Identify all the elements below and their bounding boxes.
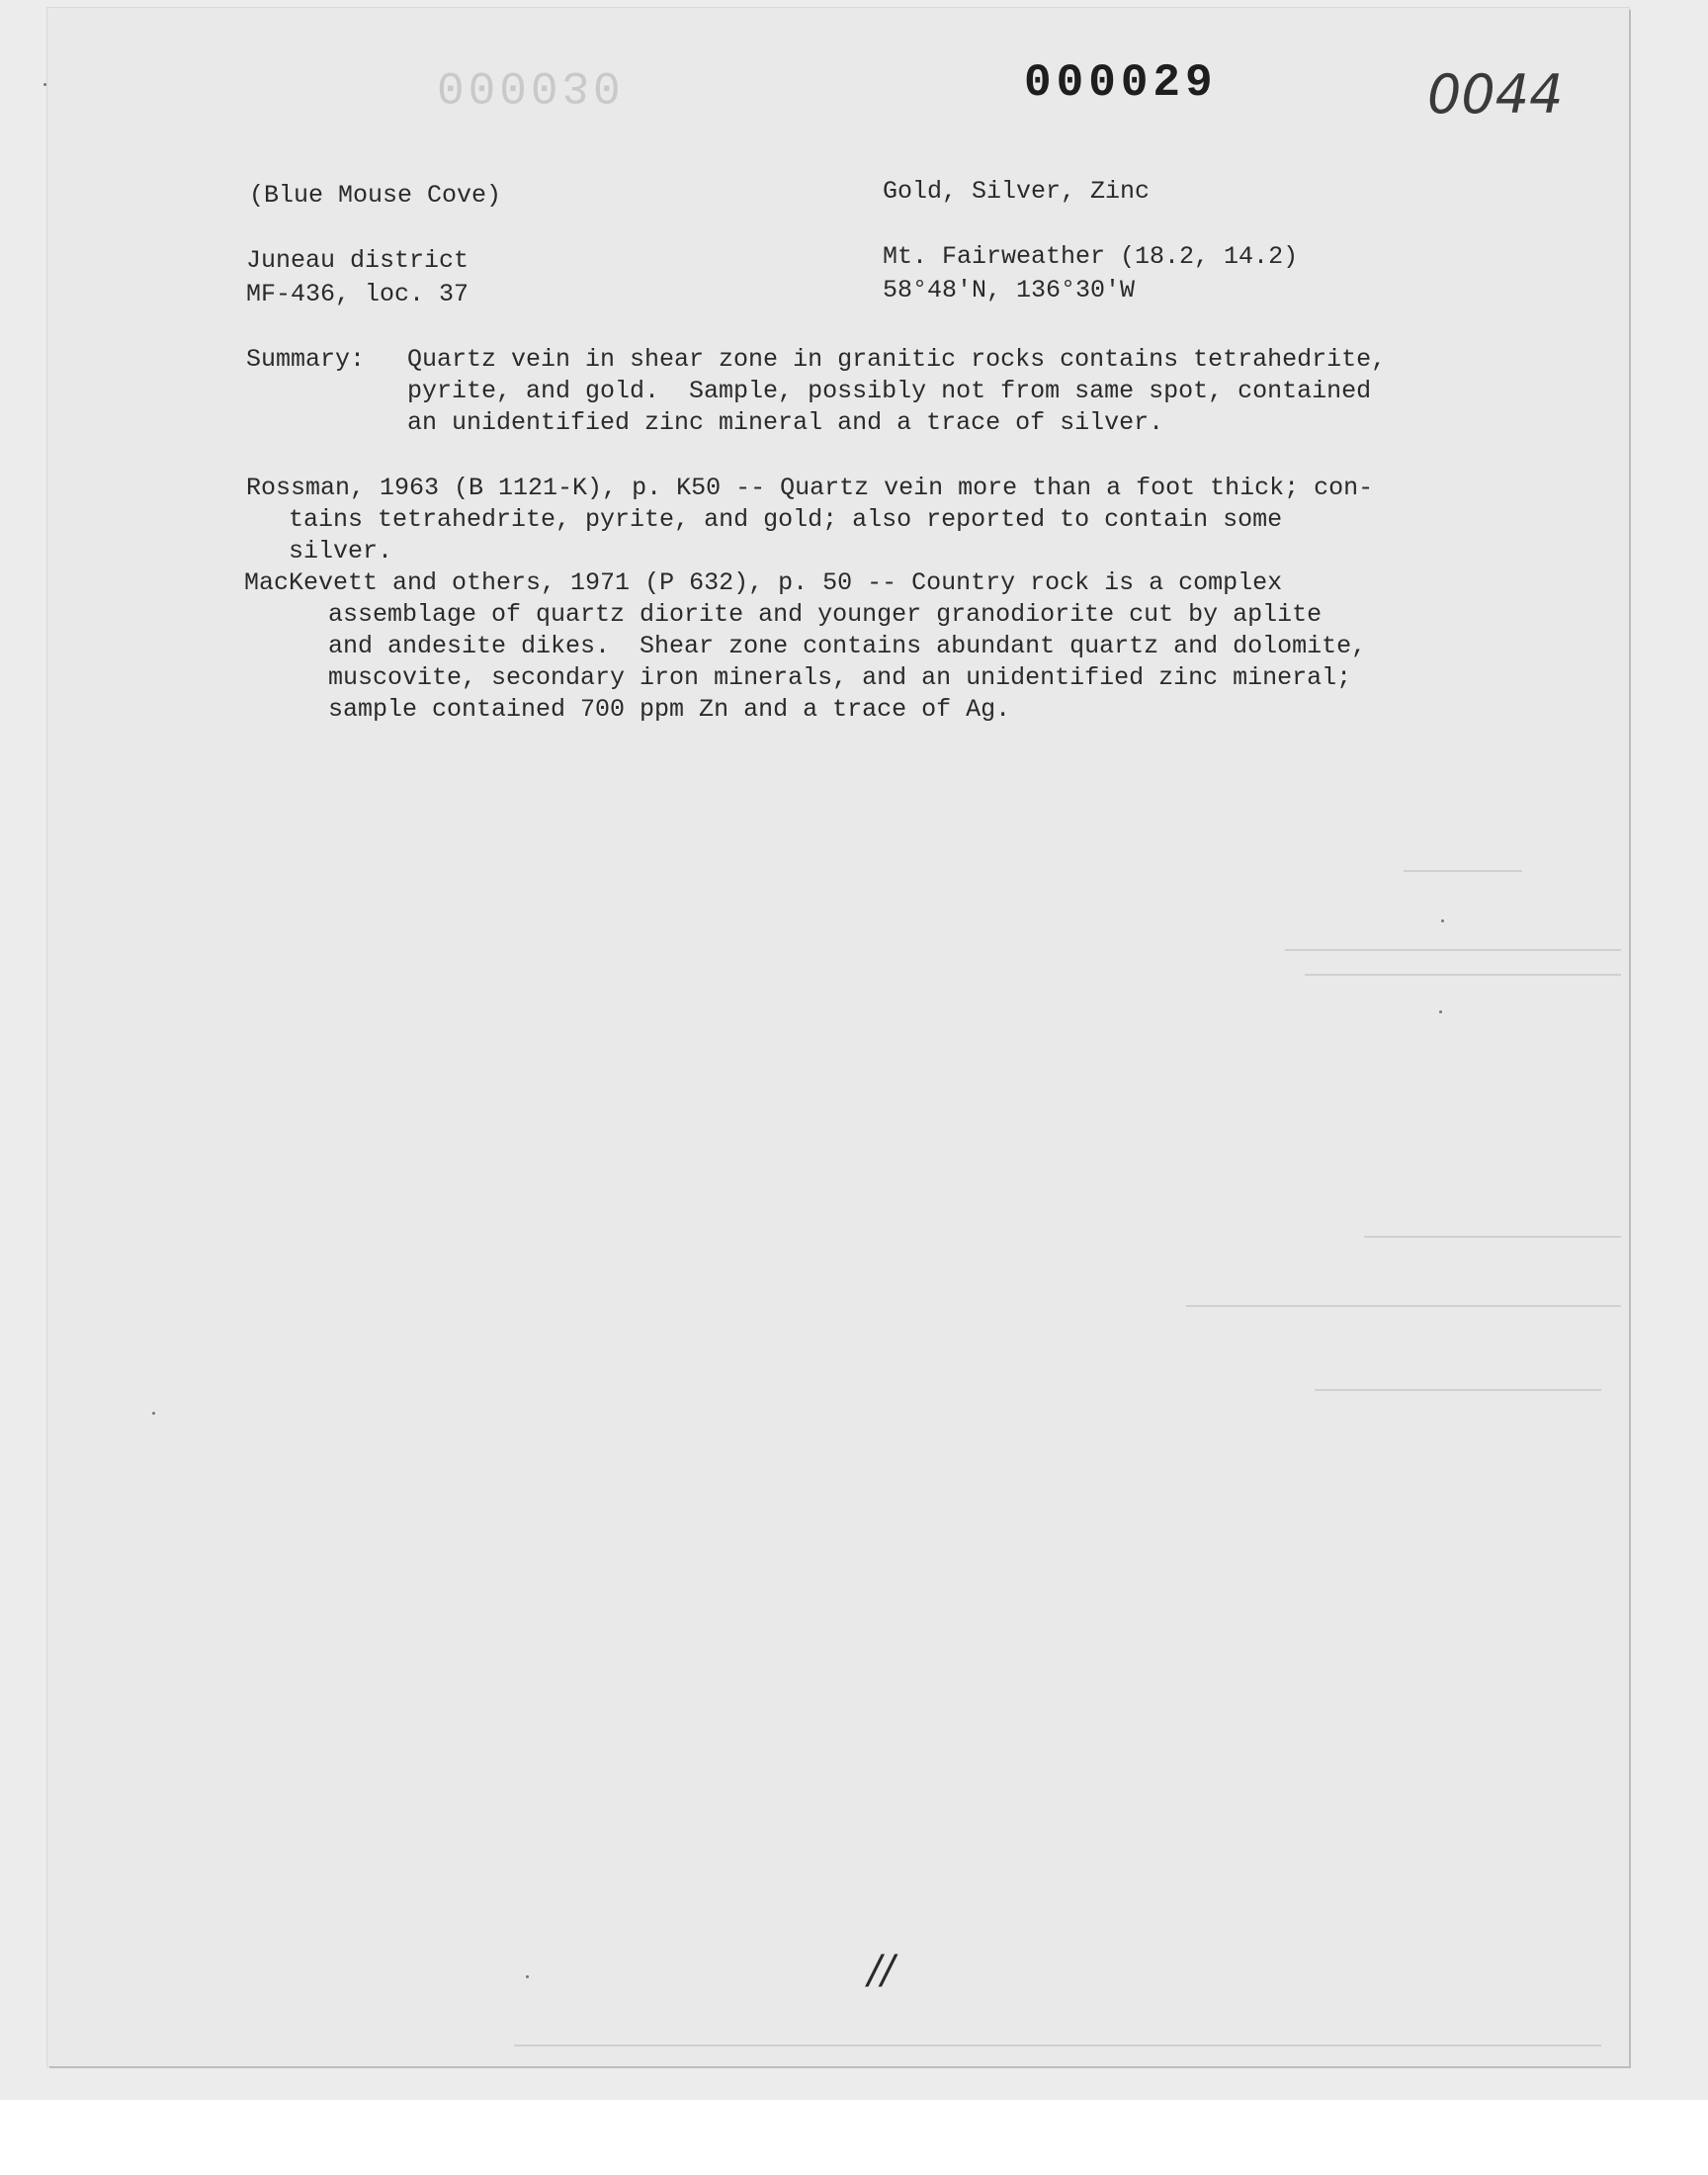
reference-line: Rossman, 1963 (B 1121-K), p. K50 -- Quartz vein more than a foot thick; con- bbox=[246, 474, 1374, 502]
scan-streak bbox=[1404, 870, 1522, 872]
document-page bbox=[47, 8, 1629, 2066]
quadrangle: Mt. Fairweather (18.2, 14.2) bbox=[883, 242, 1299, 271]
scan-speck bbox=[152, 1412, 155, 1415]
summary-line: Quartz vein in shear zone in granitic rocks contains tetrahedrite, bbox=[407, 345, 1387, 374]
document-number: 000029 bbox=[1024, 57, 1218, 109]
reference-line: sample contained 700 ppm Zn and a trace of Ag. bbox=[328, 695, 1011, 724]
map-reference: MF-436, loc. 37 bbox=[246, 280, 470, 308]
reference-line: MacKevett and others, 1971 (P 632), p. 50 -- Country rock is a complex bbox=[244, 568, 1283, 597]
scan-margin bbox=[0, 2100, 1708, 2175]
scan-streak bbox=[1285, 949, 1621, 951]
scan-speck bbox=[1439, 1010, 1442, 1013]
summary-label: Summary: bbox=[246, 345, 366, 374]
bleed-through-number: 000030 bbox=[437, 59, 625, 111]
scan-streak bbox=[1305, 974, 1621, 976]
scan-streak bbox=[514, 2044, 1601, 2046]
reference-line: muscovite, secondary iron minerals, and an unidentified zinc mineral; bbox=[328, 663, 1352, 692]
district: Juneau district bbox=[246, 246, 470, 275]
scan-streak bbox=[1364, 1236, 1621, 1238]
reference-line: silver. bbox=[289, 537, 393, 566]
locality-name: (Blue Mouse Cove) bbox=[249, 181, 502, 210]
reference-line: and andesite dikes. Shear zone contains abundant quartz and dolomite, bbox=[328, 632, 1367, 660]
scan-streak bbox=[1186, 1305, 1621, 1307]
coordinates: 58°48'N, 136°30'W bbox=[883, 276, 1136, 304]
scan-speck bbox=[1441, 919, 1444, 922]
reference-line: tains tetrahedrite, pyrite, and gold; also reported to contain some bbox=[289, 505, 1283, 534]
summary-line: an unidentified zinc mineral and a trace of silver. bbox=[407, 408, 1164, 437]
commodities: Gold, Silver, Zinc bbox=[883, 177, 1151, 206]
summary-line: pyrite, and gold. Sample, possibly not from same spot, contained bbox=[407, 377, 1372, 405]
handwritten-page-mark: // bbox=[868, 1948, 895, 1993]
scan-speck bbox=[43, 83, 46, 86]
reference-line: assemblage of quartz diorite and younger granodiorite cut by aplite bbox=[328, 600, 1323, 629]
scan-speck bbox=[526, 1975, 529, 1978]
scan-streak bbox=[1315, 1389, 1601, 1391]
handwritten-number: 0044 bbox=[1427, 63, 1564, 126]
